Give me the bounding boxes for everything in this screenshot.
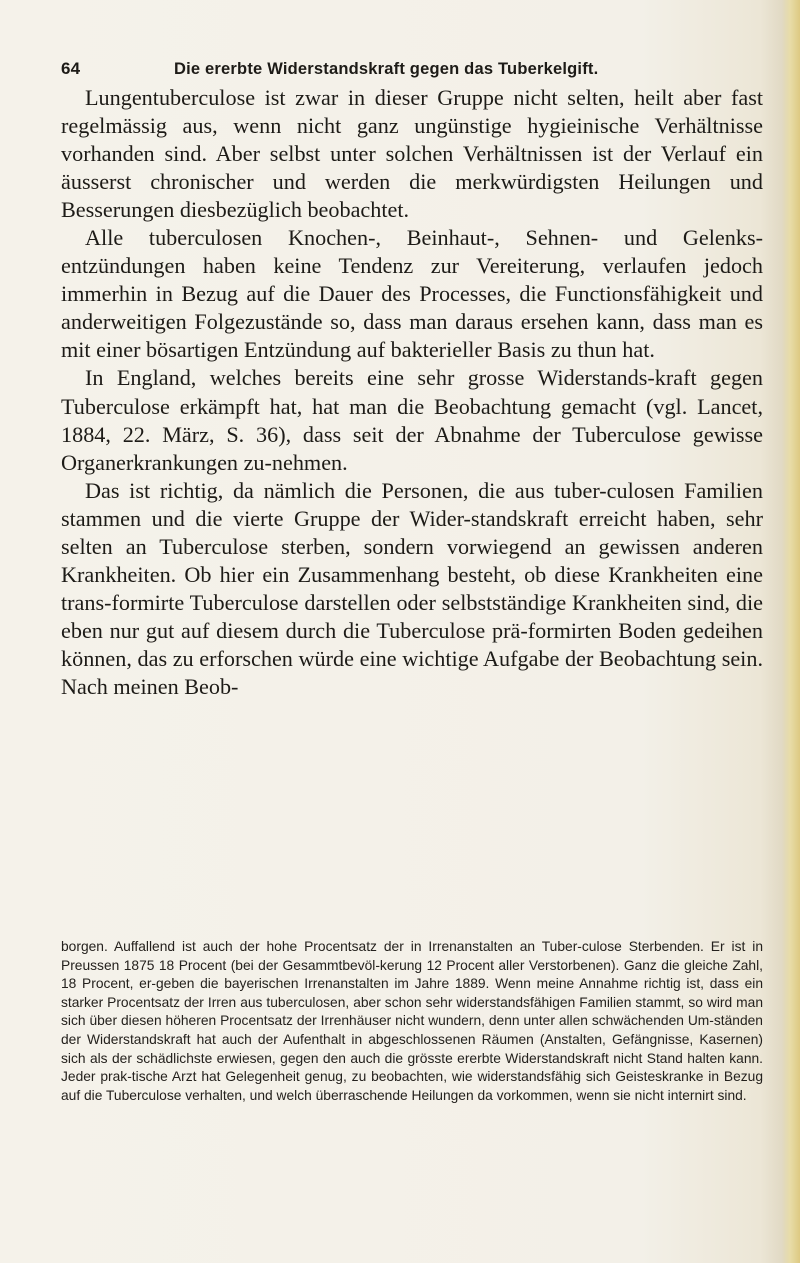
page-header (61, 54, 751, 82)
paragraph: Lungentuberculose ist zwar in dieser Gruppe nicht selten, heilt aber fast regelmässig aus, wenn nicht ganz ungünstige hygieinische Verhältnisse vorhanden sind. Aber selbst unter solchen Verhältnissen ist der Verlauf ein äusserst chronischer und werden die merkwürdigsten Heilungen und Besserungen diesbezüglich beobachtet. (61, 85, 763, 223)
paragraph: Das ist richtig, da nämlich die Personen, die aus tuber-culosen Familien stammen und die vierte Gruppe der Wider-standskraft erreicht haben, sehr selten an Tuberculose sterben, sondern vorwiegend an gewissen anderen Krankheiten. Ob hier ein Zusammenhang besteht, ob diese Krankheiten eine trans-formirte Tuberculose darstellen oder selbstständige Krankheiten sind, die eben nur gut auf diesem durch die Tuberculose prä-formirten Boden gedeihen können, das zu erforschen würde eine wichtige Aufgabe der Beobachtung sein. Nach meinen Beob- (61, 477, 763, 699)
paragraph: In England, welches bereits eine sehr grosse Widerstands-kraft gegen Tuberculose erkämpft hat, hat man die Beobachtung gemacht (vgl. Lancet, 1884, 22. März, S. 36), dass seit der Abnahme der Tuberculose gewisse Organerkrankungen zu-nehmen. (61, 365, 763, 475)
footnote-text: borgen. Auffallend ist auch der hohe Procentsatz der in Irrenanstalten an Tuber-culose Sterbenden. Er ist in Preussen 1875 18 Procent (bei der Gesammtbevöl-kerung 12 Procent aller Verstorbenen). Ganz die gleiche Zahl, 18 Procent, er-geben die bayerischen Irrenanstalten im Jahre 1889. Wenn meine Annahme richtig ist, dass ein starker Procentsatz der Irren aus tuberculosen, aber schon sehr widerstandsfähigen Familien stammt, so wird man sich über diesen höheren Procentsatz der Irrenhäuser nicht wundern, denn unter allen schwächenden Um-ständen der Widerstandskraft hat auch der Aufenthalt in abgeschlossenen Räumen (Anstalten, Gefängnisse, Kasernen) sich als der schädlichste erwiesen, gegen den auch die grösste ererbte Widerstandskraft nicht Stand halten kann. Jeder prak-tische Arzt hat Gelegenheit genug, zu beobachten, wie widerstandsfähig sich Geisteskranke in Bezug auf die Tuberculose verhalten, und welch überraschende Heilungen da vorkommen, wenn sie nicht internirt sind. (61, 939, 763, 1103)
main-text (61, 84, 763, 701)
running-title: Die ererbte Widerstandskraft gegen das Tuberkelgift. (174, 60, 599, 78)
paragraph: Alle tuberculosen Knochen-, Beinhaut-, Sehnen- und Gelenks-entzündungen haben keine Tendenz zur Vereiterung, verlaufen jedoch immerhin in Bezug auf die Dauer des Processes, die Functionsfähigkeit und anderweitigen Folgezustände so, dass man daraus ersehen kann, dass man es mit einer bösartigen Entzündung auf bakterieller Basis zu thun hat. (61, 225, 763, 363)
footnote (61, 938, 763, 1105)
page-number: 64 (61, 59, 81, 78)
page-edge-stain (782, 0, 800, 1263)
